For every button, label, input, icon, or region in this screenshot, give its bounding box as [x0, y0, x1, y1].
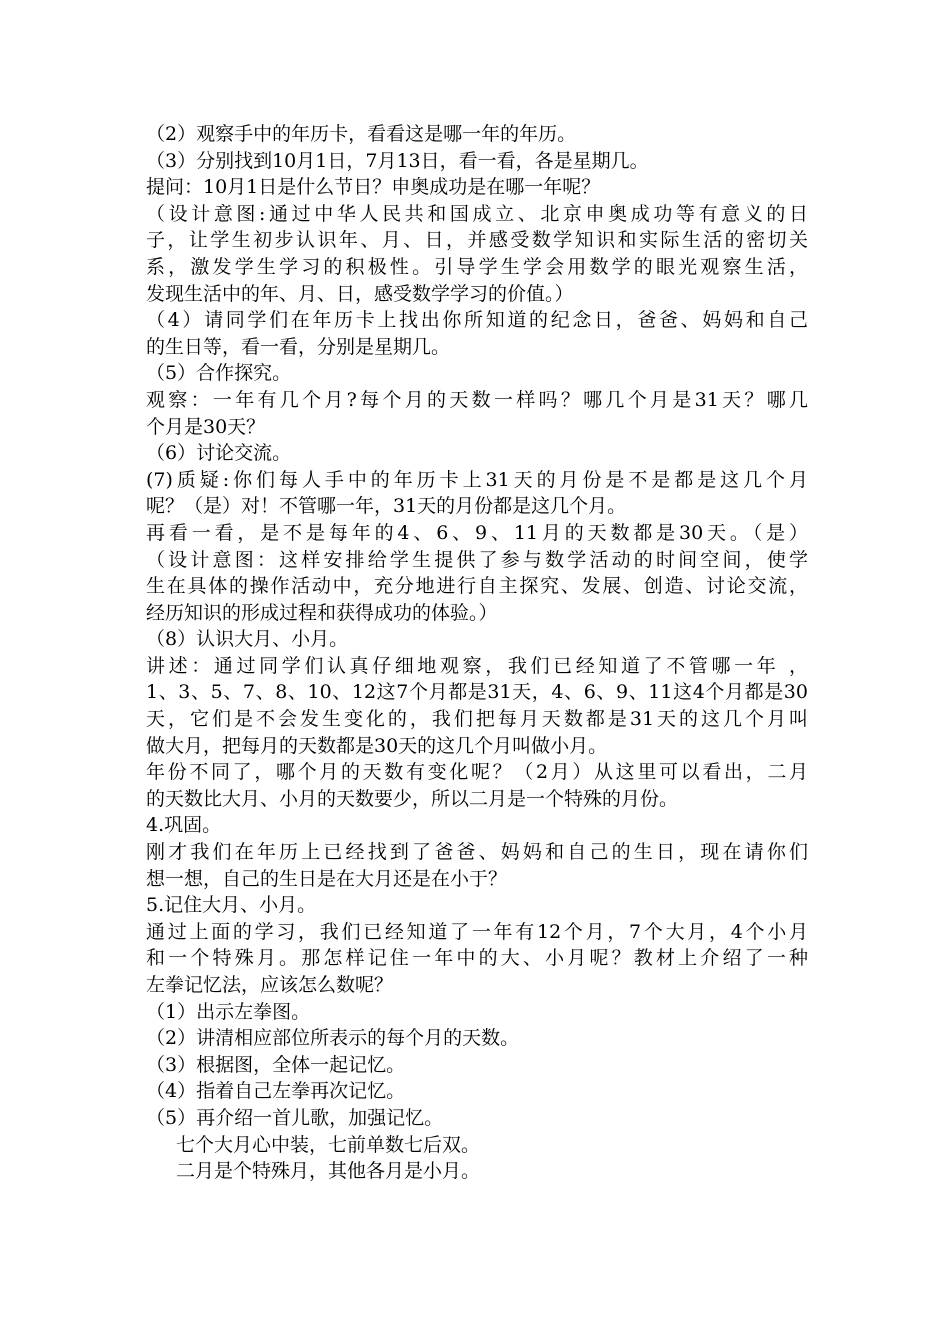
text-line: (7)质疑:你们每人手中的年历卡上31天的月份是不是都是这几个月: [146, 468, 808, 491]
text-line: 二月是个特殊月，其他各月是小月。: [176, 1160, 481, 1183]
text-line: 5.记住大月、小月。: [146, 894, 317, 917]
text-line: （4）请同学们在年历卡上找出你所知道的纪念日，爸爸、妈妈和自己: [146, 309, 808, 332]
text-line: 的生日等，看一看，分别是星期几。: [146, 335, 451, 358]
text-line: 做大月，把每月的天数都是30天的这几个月叫做小月。: [146, 734, 608, 757]
document-body: [146, 121, 808, 1185]
text-line: 个月是30天？: [146, 415, 266, 438]
text-line: （设计意图：这样安排给学生提供了参与数学活动的时间空间，使学: [146, 548, 808, 571]
text-line: 提问：10月1日是什么节日？申奥成功是在哪一年呢？: [146, 176, 601, 199]
text-line: （4）指着自己左拳再次记忆。: [146, 1080, 406, 1103]
text-line: 通过上面的学习，我们已经知道了一年有12个月，7个大月，4个小月: [146, 920, 808, 943]
text-line: 呢？（是）对！不管哪一年，31天的月份都是这几个月。: [146, 495, 627, 518]
text-line: （2）观察手中的年历卡，看看这是哪一年的年历。: [146, 123, 577, 145]
text-line: 天，它们是不会发生变化的，我们把每月天数都是31天的这几个月叫: [146, 708, 808, 731]
text-line: 刚才我们在年历上已经找到了爸爸、妈妈和自己的生日，现在请你们: [146, 841, 808, 864]
text-line: 观察：一年有几个月?每个月的天数一样吗？哪几个月是31天？哪几: [146, 388, 808, 411]
text-line: （5）再介绍一首儿歌，加强记忆。: [146, 1106, 444, 1129]
text-line: 讲述：通过同学们认真仔细地观察，我们已经知道了不管哪一年 ，: [146, 654, 808, 677]
text-line: （2）讲清相应部位所表示的每个月的天数。: [146, 1027, 520, 1050]
text-line: 左拳记忆法，应该怎么数呢？: [146, 974, 394, 996]
text-line: （设计意图:通过中华人民共和国成立、北京申奥成功等有意义的日: [146, 202, 808, 225]
text-line: 1、3、5、7、8、10、12这7个月都是31天，4、6、9、11这4个月都是30: [146, 681, 808, 704]
text-line: 生在具体的操作活动中，充分地进行自主探究、发展、创造、讨论交流，: [146, 575, 808, 598]
text-line: 4.巩固。: [146, 814, 222, 837]
text-line: （8）认识大月、小月。: [146, 628, 349, 651]
text-line: 系，激发学生学习的积极性。引导学生学会用数学的眼光观察生活，: [146, 255, 808, 278]
text-line: （1）出示左拳图。: [146, 1000, 311, 1023]
text-line: 和一个特殊月。那怎样记住一年中的大、小月呢？教材上介绍了一种: [146, 947, 808, 970]
text-line: （5）合作探究。: [146, 362, 292, 385]
text-line: 经历知识的形成过程和获得成功的体验。）: [146, 601, 498, 624]
text-line: 想一想，自己的生日是在大月还是在小于？: [146, 867, 508, 890]
text-line: 七个大月心中装，七前单数七后双。: [176, 1133, 481, 1156]
text-line: （6）讨论交流。: [146, 442, 292, 465]
text-line: 再看一看，是不是每年的4、6、9、11月的天数都是30天。（是）: [146, 521, 808, 544]
text-line: 发现生活中的年、月、日，感受数学学习的价值。）: [146, 282, 574, 305]
text-line: 子，让学生初步认识年、月、日，并感受数学知识和实际生活的密切关: [146, 229, 808, 252]
text-line: （3）分别找到10月1日，7月13日，看一看，各是星期几。: [146, 149, 649, 172]
text-line: 的天数比大月、小月的天数要少，所以二月是一个特殊的月份。: [146, 787, 679, 810]
text-line: 年份不同了，哪个月的天数有变化呢？（2月）从这里可以看出，二月: [146, 761, 808, 784]
text-line: （3）根据图，全体一起记忆。: [146, 1053, 406, 1076]
